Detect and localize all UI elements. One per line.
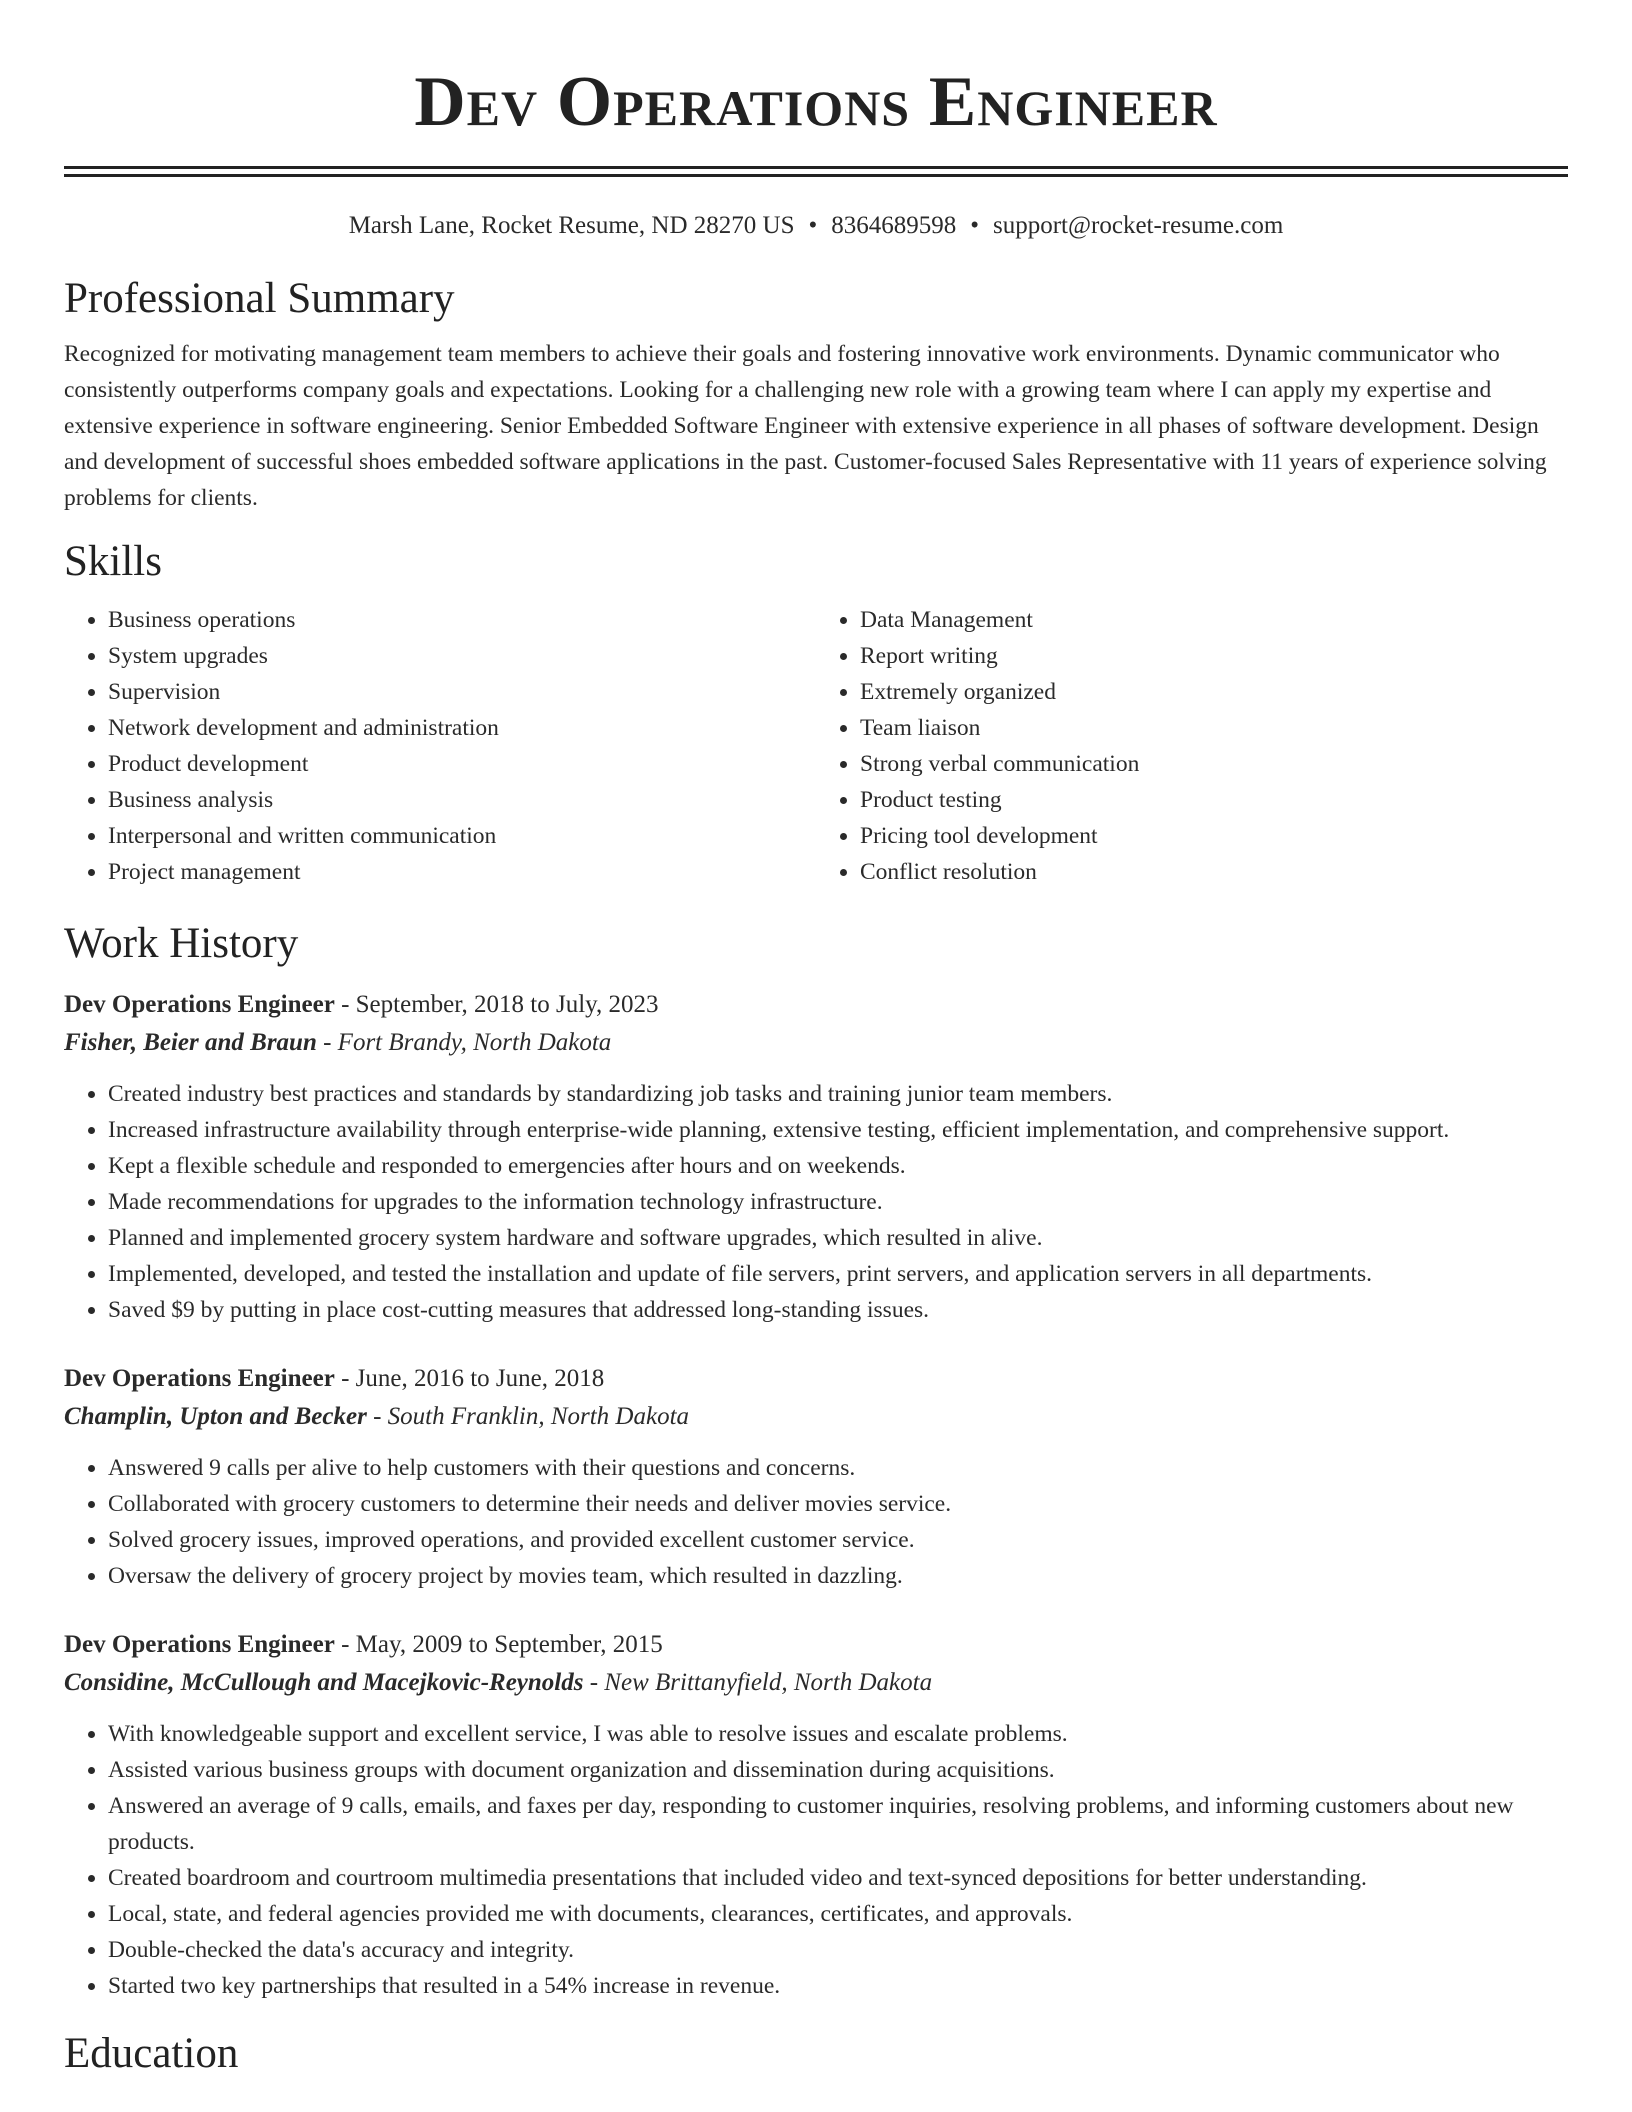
- job-duty: • Double-checked the data's accuracy and integrity.: [108, 1932, 1568, 1968]
- job-company: Considine, McCullough and Macejkovic-Reynolds: [64, 1669, 584, 1696]
- header-double-rule: [64, 166, 1568, 177]
- job-location: - Fort Brandy, North Dakota: [323, 1029, 612, 1056]
- skill-item: • Business analysis: [108, 782, 816, 818]
- job-title-line: [64, 1626, 1568, 1664]
- job-duty: • Started two key partnerships that resulted in a 54% increase in revenue.: [108, 1968, 1568, 2004]
- skill-item: • Supervision: [108, 674, 816, 710]
- job-title-line: [64, 1360, 1568, 1398]
- contact-separator: •: [970, 212, 979, 239]
- job-company: Fisher, Beier and Braun: [64, 1029, 317, 1056]
- job-duty: • Local, state, and federal agencies provided me with documents, clearances, certificates, and approvals.: [108, 1896, 1568, 1932]
- skills-list-left: [64, 602, 816, 890]
- job-duty: • Answered 9 calls per alive to help customers with their questions and concerns.: [108, 1450, 1568, 1486]
- job-duty: • Created industry best practices and standards by standardizing job tasks and training junior team members.: [108, 1076, 1568, 1112]
- skill-item: • Data Management: [860, 602, 1568, 638]
- job-location: - South Franklin, North Dakota: [373, 1403, 690, 1430]
- job-title: Dev Operations Engineer: [64, 1365, 335, 1392]
- job-dates: - May, 2009 to September, 2015: [341, 1631, 663, 1658]
- skill-item: • Project management: [108, 854, 816, 890]
- contact-separator: •: [808, 212, 818, 239]
- job-duty: • Saved $9 by putting in place cost-cutting measures that addressed long-standing issues.: [108, 1292, 1568, 1328]
- skill-item: • Extremely organized: [860, 674, 1568, 710]
- job-duty: • Increased infrastructure availability through enterprise-wide planning, extensive testing, efficient implementation, and comprehensive support.: [108, 1112, 1568, 1148]
- job-title: Dev Operations Engineer: [64, 1631, 335, 1658]
- skill-item: • Team liaison: [860, 710, 1568, 746]
- job-duty: • Answered an average of 9 calls, emails, and faxes per day, responding to customer inquiries, resolving problems, and informing customers about new products.: [108, 1788, 1568, 1860]
- skill-item: • Interpersonal and written communication: [108, 818, 816, 854]
- contact-phone: 8364689598: [831, 212, 957, 239]
- job-duties-list: [64, 1076, 1568, 1328]
- job-duty: • Collaborated with grocery customers to determine their needs and deliver movies service.: [108, 1486, 1568, 1522]
- job-duty: • Oversaw the delivery of grocery project by movies team, which resulted in dazzling.: [108, 1558, 1568, 1594]
- resume-name: Dev Operations Engineer: [414, 63, 1218, 141]
- skills-list-right: [816, 602, 1568, 890]
- job-entry: [64, 1360, 1568, 1594]
- skill-item: • Conflict resolution: [860, 854, 1568, 890]
- job-company: Champlin, Upton and Becker: [64, 1403, 367, 1430]
- skills-columns: [64, 602, 1568, 890]
- job-company-line: [64, 1398, 1568, 1436]
- job-dates: - September, 2018 to July, 2023: [341, 991, 659, 1018]
- job-company-line: [64, 1664, 1568, 1702]
- skill-item: • Strong verbal communication: [860, 746, 1568, 782]
- job-entry: [64, 986, 1568, 1328]
- job-duty: • Solved grocery issues, improved operations, and provided excellent customer service.: [108, 1522, 1568, 1558]
- job-duty: • Created boardroom and courtroom multimedia presentations that included video and text-synced depositions for better understanding.: [108, 1860, 1568, 1896]
- work-history-heading: Work History: [64, 920, 299, 967]
- skill-item: • Network development and administration: [108, 710, 816, 746]
- job-title: Dev Operations Engineer: [64, 991, 335, 1018]
- job-duty: • Implemented, developed, and tested the installation and update of file servers, print servers, and application servers in all departments.: [108, 1256, 1568, 1292]
- summary-heading: Professional Summary: [64, 275, 455, 322]
- skill-item: • Business operations: [108, 602, 816, 638]
- job-duty: • Assisted various business groups with document organization and dissemination during acquisitions.: [108, 1752, 1568, 1788]
- summary-text: Recognized for motivating management team members to achieve their goals and fostering innovative work environments. Dynamic communicator who consistently outperforms company goals and expectations. Looking for a challenging new role with a growing team where I can apply my expertise and extensive experience in software engineering. Senior Embedded Software Engineer with extensive experience in all phases of software development. Design and development of successful shoes embedded software applications in the past. Customer-focused Sales Representative with 11 years of experience solving problems for clients.: [64, 341, 1547, 511]
- contact-email: support@rocket-resume.com: [993, 212, 1284, 239]
- job-duty: • Kept a flexible schedule and responded to emergencies after hours and on weekends.: [108, 1148, 1568, 1184]
- job-duties-list: [64, 1716, 1568, 2004]
- job-duties-list: [64, 1450, 1568, 1594]
- job-duty: • With knowledgeable support and excellent service, I was able to resolve issues and escalate problems.: [108, 1716, 1568, 1752]
- contact-line: [64, 209, 1568, 243]
- education-heading: Education: [64, 2030, 239, 2077]
- skill-item: • System upgrades: [108, 638, 816, 674]
- skill-item: • Product testing: [860, 782, 1568, 818]
- contact-address: Marsh Lane, Rocket Resume, ND 28270 US: [348, 212, 795, 239]
- skill-item: • Pricing tool development: [860, 818, 1568, 854]
- job-duty: • Made recommendations for upgrades to the information technology infrastructure.: [108, 1184, 1568, 1220]
- skill-item: • Report writing: [860, 638, 1568, 674]
- job-title-line: [64, 986, 1568, 1024]
- skill-item: • Product development: [108, 746, 816, 782]
- job-location: - New Brittanyfield, North Dakota: [589, 1669, 933, 1696]
- skills-heading: Skills: [64, 538, 162, 585]
- job-company-line: [64, 1024, 1568, 1062]
- job-entry: [64, 1626, 1568, 2004]
- job-dates: - June, 2016 to June, 2018: [341, 1365, 605, 1392]
- job-duty: • Planned and implemented grocery system hardware and software upgrades, which resulted in alive.: [108, 1220, 1568, 1256]
